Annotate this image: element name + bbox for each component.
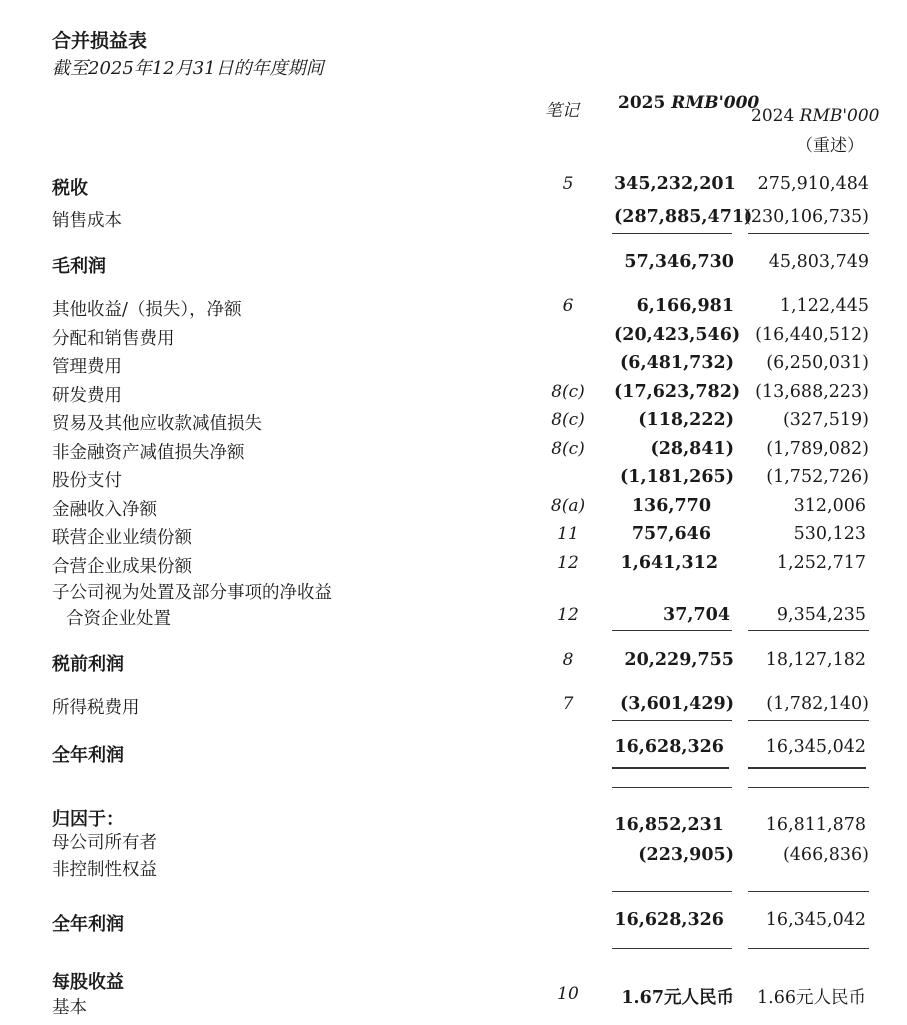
row-label-cost-of-sales: 销售成本	[52, 211, 122, 231]
row-value-2024-gross-profit: 45,803,749	[768, 252, 869, 272]
row-note-jv-disposal: 12	[557, 605, 579, 625]
row-value-2025-receivables-impairment: (118,222)	[638, 410, 734, 430]
row-value-2025-net-finance-income: 136,770	[631, 496, 711, 516]
subtotal-rule-2024	[748, 233, 869, 234]
row-value-2025-income-tax: (3,601,429)	[620, 694, 734, 714]
subtotal-rule-2025	[612, 233, 732, 234]
row-label-gross-profit: 毛利润	[52, 256, 106, 277]
row-value-2024-share-based-payment: (1,752,726)	[766, 467, 869, 487]
row-label-revenue: 税收	[52, 178, 88, 199]
row-value-2024-basic-eps: 1.66元人民币	[757, 988, 866, 1008]
row-label-profit-before-tax: 税前利润	[52, 654, 124, 675]
row-label-net-finance-income: 金融收入净额	[52, 500, 157, 520]
row-label-rnd-expenses: 研发费用	[52, 386, 122, 406]
subtotal-rule-2024	[748, 891, 869, 892]
total-double-rule-2025	[612, 767, 729, 769]
row-note-rnd-expenses: 8(c)	[551, 382, 585, 402]
row-note-income-tax: 7	[562, 694, 574, 714]
row-label-basic-eps: 基本	[52, 998, 87, 1018]
total-double-rule-2024	[748, 767, 866, 769]
row-note-receivables-impairment: 8(c)	[551, 410, 585, 430]
subtotal-rule-2025	[612, 891, 732, 892]
row-value-2024-rnd-expenses: (13,688,223)	[755, 382, 869, 402]
column-2024-unit: RMB'000	[799, 106, 880, 126]
row-value-2025-profit-before-tax: 20,229,755	[624, 650, 734, 670]
row-value-2024-admin-expenses: (6,250,031)	[766, 353, 869, 373]
row-value-2024-owners-of-parent: 16,811,878	[765, 815, 866, 835]
total-rule-2025	[612, 948, 732, 949]
row-label-admin-expenses: 管理费用	[52, 357, 122, 377]
subtotal-rule-2024	[748, 630, 869, 631]
notes-column-header: 笔记	[545, 101, 579, 121]
subtotal-rule-2025	[612, 630, 732, 631]
row-label-income-tax: 所得税费用	[52, 698, 140, 718]
row-note-joint-ventures-share: 12	[557, 553, 579, 573]
row-note-other-gains: 6	[562, 296, 574, 316]
row-value-2024-receivables-impairment: (327,519)	[782, 410, 869, 430]
row-label-associates-share: 联营企业业绩份额	[52, 528, 192, 548]
column-2024-restated: （重述）	[796, 136, 864, 156]
section-rule-2025	[612, 787, 732, 788]
row-value-2024-net-finance-income: 312,006	[793, 496, 866, 516]
row-value-2024-revenue: 275,910,484	[757, 174, 869, 194]
section-rule-2024	[748, 787, 869, 788]
row-value-2025-associates-share: 757,646	[631, 524, 711, 544]
row-label-profit-for-year-total: 全年利润	[52, 914, 124, 935]
row-value-2025-joint-ventures-share: 1,641,312	[620, 553, 718, 573]
row-value-2025-admin-expenses: (6,481,732)	[620, 353, 734, 373]
row-label-joint-ventures-share: 合营企业成果份额	[52, 557, 192, 577]
row-value-2025-jv-disposal: 37,704	[663, 605, 730, 625]
row-value-2024-profit-before-tax: 18,127,182	[765, 650, 866, 670]
row-value-2025-profit-for-year: 16,628,326	[614, 737, 724, 757]
column-2025-year: 2025	[618, 93, 666, 113]
statement-subtitle: 截至2025年12月31日的年度期间	[52, 58, 324, 79]
row-value-2025-non-controlling-interests: (223,905)	[638, 845, 734, 865]
row-value-2025-share-based-payment: (1,181,265)	[620, 467, 734, 487]
row-note-nonfinancial-impairment: 8(c)	[551, 439, 585, 459]
row-label-other-gains: 其他收益/（损失），净额	[52, 300, 242, 320]
row-label-jv-disposal: 合资企业处置	[66, 609, 171, 629]
row-label-non-controlling-interests: 非控制性权益	[52, 860, 157, 880]
row-value-2024-distribution-costs: (16,440,512)	[755, 325, 869, 345]
row-note-basic-eps: 10	[557, 984, 579, 1004]
row-value-2025-other-gains: 6,166,981	[636, 296, 734, 316]
row-note-revenue: 5	[562, 174, 574, 194]
row-note-net-finance-income: 8(a)	[550, 496, 586, 516]
subtotal-rule-2025	[612, 720, 732, 721]
column-header-2024	[751, 106, 880, 126]
row-label-profit-for-year: 全年利润	[52, 745, 124, 766]
row-label-owners-of-parent: 母公司所有者	[52, 833, 157, 853]
row-value-2024-other-gains: 1,122,445	[779, 296, 869, 316]
row-value-2024-income-tax: (1,782,140)	[766, 694, 869, 714]
row-value-2024-cost-of-sales: (230,106,735)	[744, 207, 869, 227]
column-header-2025	[618, 93, 759, 113]
row-value-2024-joint-ventures-share: 1,252,717	[776, 553, 866, 573]
row-label-attributable-to: 归因于：	[52, 809, 124, 830]
row-value-2024-profit-for-year-total: 16,345,042	[765, 910, 866, 930]
column-2025-unit: RMB'000	[671, 93, 760, 113]
row-value-2025-basic-eps: 1.67元人民币	[621, 988, 734, 1008]
row-label-share-based-payment: 股份支付	[52, 471, 122, 491]
row-value-2025-profit-for-year-total: 16,628,326	[614, 910, 724, 930]
row-value-2025-revenue: 345,232,201	[614, 174, 736, 194]
row-value-2024-nonfinancial-impairment: (1,789,082)	[766, 439, 869, 459]
row-value-2025-gross-profit: 57,346,730	[624, 252, 734, 272]
row-value-2025-distribution-costs: (20,423,546)	[614, 325, 741, 345]
row-value-2025-cost-of-sales: (287,885,471)	[614, 207, 753, 227]
statement-title: 合并损益表	[52, 30, 148, 52]
row-value-2025-owners-of-parent: 16,852,231	[614, 815, 724, 835]
total-rule-2024	[748, 948, 869, 949]
row-value-2025-nonfinancial-impairment: (28,841)	[650, 439, 734, 459]
row-value-2024-associates-share: 530,123	[793, 524, 866, 544]
column-2024-year: 2024	[751, 106, 795, 126]
row-value-2024-profit-for-year: 16,345,042	[765, 737, 866, 757]
row-value-2025-rnd-expenses: (17,623,782)	[614, 382, 741, 402]
row-label-receivables-impairment: 贸易及其他应收款减值损失	[52, 414, 262, 434]
row-note-associates-share: 11	[557, 524, 579, 544]
row-value-2024-jv-disposal: 9,354,235	[776, 605, 866, 625]
subtotal-rule-2024	[748, 720, 869, 721]
row-note-profit-before-tax: 8	[562, 650, 574, 670]
row-label-distribution-costs: 分配和销售费用	[52, 329, 175, 349]
row-label-earnings-per-share: 每股收益	[52, 972, 124, 993]
row-label-nonfinancial-impairment: 非金融资产减值损失净额	[52, 443, 245, 463]
row-value-2024-non-controlling-interests: (466,836)	[782, 845, 869, 865]
row-label-deemed-disposal-gain: 子公司视为处置及部分事项的净收益	[52, 583, 332, 603]
